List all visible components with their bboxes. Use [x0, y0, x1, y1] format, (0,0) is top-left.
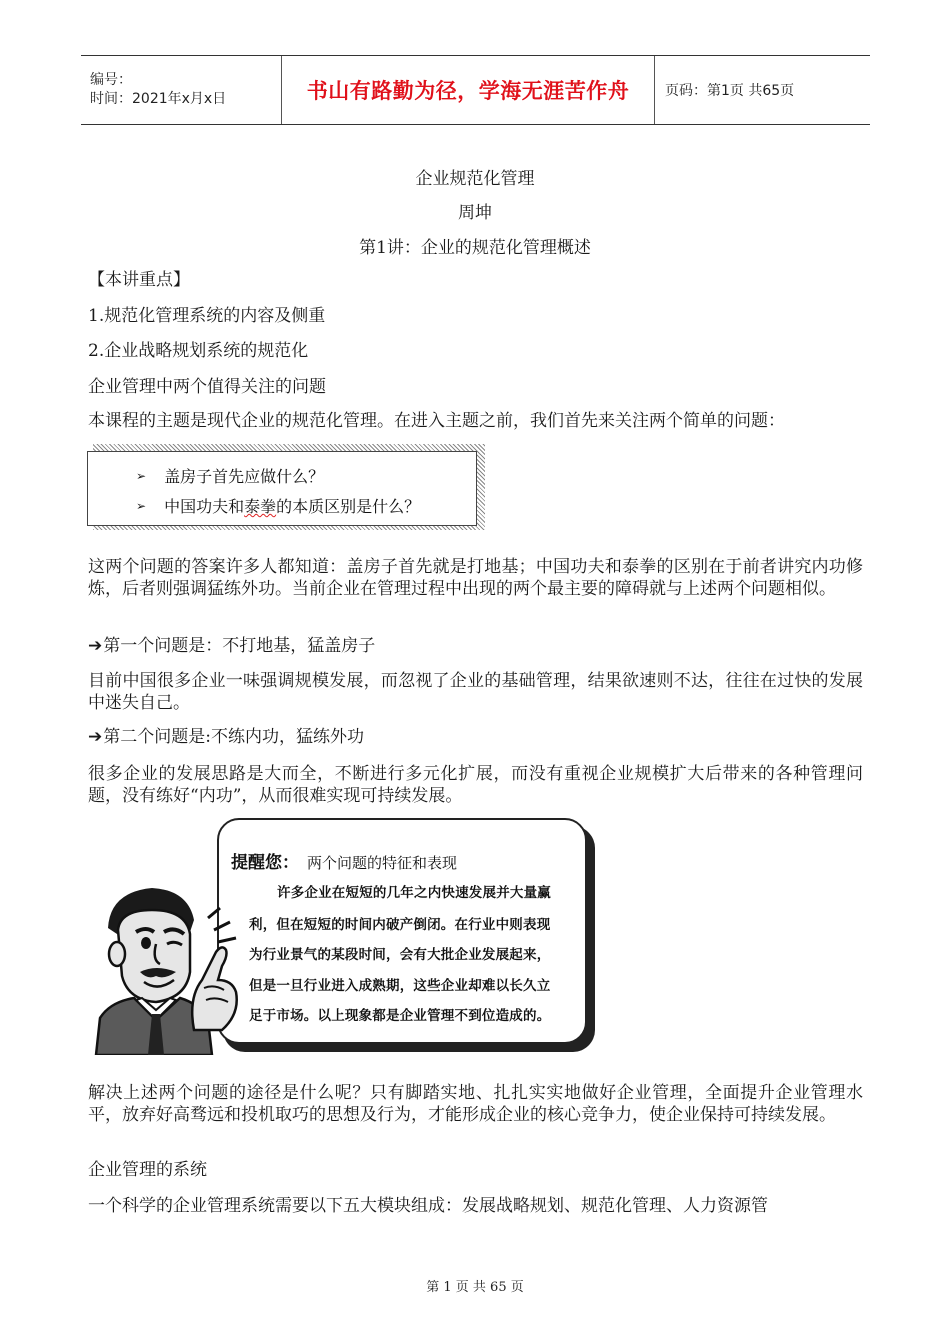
problem-1-text: 第一个问题是：不打地基，猛盖房子 — [103, 636, 376, 656]
reminder-label: 提醒您： — [231, 853, 299, 873]
problem-2-text: 第二个问题是:不练内功，猛练外功 — [103, 727, 364, 747]
right-arrow-icon: ➔ — [88, 636, 103, 656]
section-heading-system: 企业管理的系统 — [88, 1160, 207, 1180]
reminder-line: 为行业景气的某段时间，会有大批企业发展起来， — [249, 947, 551, 963]
answer-paragraph: 这两个问题的答案许多人都知道：盖房子首先就是打地基；中国功夫和泰拳的区别在于前者讲究内功修炼，后者则强调猛练外功。当前企业在管理过程中出现的两个最主要的障碍就与上述两个问题相似。 — [88, 557, 863, 599]
question-box — [87, 451, 477, 526]
reminder-line: 利，但在短短的时间内破产倒闭。在行业中则表现 — [249, 917, 551, 933]
key-point-2: 2.企业战略规划系统的规范化 — [88, 341, 309, 361]
key-points-heading: 【本讲重点】 — [88, 270, 190, 290]
reminder-line: 足于市场。以上现象都是企业管理不到位造成的。 — [249, 1008, 551, 1024]
reminder-bubble — [217, 818, 587, 1044]
reminder-line: 许多企业在短短的几年之内快速发展并大量赢 — [277, 885, 551, 901]
triangle-bullet-icon: ➢ — [136, 498, 147, 513]
reminder-header — [231, 848, 457, 873]
course-title: 企业规范化管理 — [415, 169, 535, 189]
reminder-line: 但是一旦行业进入成熟期，这些企业却难以长久立 — [249, 978, 551, 994]
lecture-title: 第1讲：企业的规范化管理概述 — [359, 238, 591, 258]
key-point-1: 1.规范化管理系统的内容及侧重 — [88, 306, 326, 326]
header-motto: 书山有路勤为径，学海无涯苦作舟 — [306, 79, 630, 103]
cartoon-man-icon — [90, 880, 250, 1055]
section-heading-problems: 企业管理中两个值得关注的问题 — [88, 377, 326, 397]
author-name: 周坤 — [458, 203, 492, 223]
page-footer: 第 1 页 共 65 页 — [426, 1280, 524, 1295]
question-2-part: 中国功夫和 — [164, 497, 245, 516]
triangle-bullet-icon: ➢ — [136, 468, 147, 483]
question-1: 盖房子首先应做什么？ — [164, 467, 325, 486]
question-2 — [164, 494, 420, 517]
doc-number-label: 编号： — [90, 72, 132, 88]
header-meta — [81, 56, 281, 124]
question-2-marked: 泰拳 — [244, 497, 277, 516]
reminder-heading: 两个问题的特征和表现 — [307, 854, 458, 872]
problem-1-heading — [88, 635, 863, 657]
intro-paragraph: 本课程的主题是现代企业的规范化管理。在进入主题之前，我们首先来关注两个简单的问题： — [88, 411, 785, 431]
problem-2-heading — [88, 726, 863, 748]
problem-2-description: 很多企业的发展思路是大而全，不断进行多元化扩展，而没有重视企业规模扩大后带来的各种管理问题，没有练好“内功”，从而很难实现可持续发展。 — [88, 764, 863, 806]
question-item — [136, 494, 420, 517]
modules-paragraph: 一个科学的企业管理系统需要以下五大模块组成：发展战略规划、规范化管理、人力资源管 — [88, 1196, 768, 1216]
doc-date: 时间：2021年x月x日 — [90, 91, 227, 107]
header-page-info: 页码：第1页 共65页 — [665, 83, 795, 99]
right-arrow-icon: ➔ — [88, 727, 103, 747]
page-header — [81, 55, 870, 125]
header-motto-cell — [281, 56, 655, 124]
solution-paragraph: 解决上述两个问题的途径是什么呢？只有脚踏实地、扎扎实实地做好企业管理，全面提升企业管理水平，放弃好高骛远和投机取巧的思想及行为，才能形成企业的核心竞争力，使企业保持可持续发展。 — [88, 1083, 863, 1125]
question-item — [136, 464, 324, 487]
question-2-part: 的本质区别是什么？ — [276, 497, 421, 516]
problem-1-description: 目前中国很多企业一味强调规模发展，而忽视了企业的基础管理，结果欲速则不达，往往在过快的发展中迷失自己。 — [88, 671, 863, 713]
